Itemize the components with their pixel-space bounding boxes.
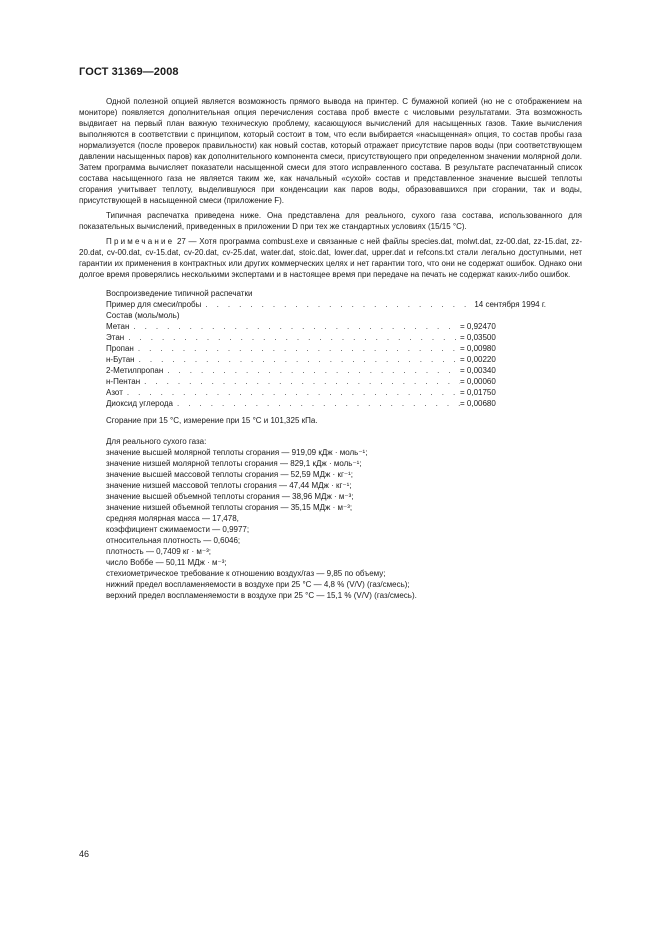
component-row <box>106 343 518 354</box>
sample-label: Пример для смеси/пробы <box>106 300 202 309</box>
component-row <box>106 376 518 387</box>
dot-leader <box>135 354 460 365</box>
dot-leader <box>163 365 460 376</box>
dot-leader <box>123 387 460 398</box>
component-name: Этан <box>106 333 125 342</box>
dot-leader <box>134 343 460 354</box>
component-name: Метан <box>106 322 130 331</box>
result-line: значение высшей объемной теплоты сгорания — 38,96 МДж · м⁻³; <box>106 492 354 501</box>
component-name: 2-Метилпропан <box>106 366 164 375</box>
result-line: плотность — 0,7409 кг · м⁻³; <box>106 547 211 556</box>
printout-block <box>79 288 582 601</box>
result-line: число Воббе — 50,11 МДж · м⁻³; <box>106 558 227 567</box>
component-name: Диоксид углерода <box>106 399 173 408</box>
component-value: = 0,01750 <box>460 388 496 397</box>
paragraph-typical-printout: Типичная распечатка приведена ниже. Она представлена для реального, сухого газа состава, использованного для показательных вычислений, приведенных в приложении D при тех же стандартных условиях (15/15 °С). <box>79 211 582 231</box>
component-row <box>106 321 518 332</box>
component-row <box>106 365 518 376</box>
component-value: = 0,00680 <box>460 399 496 408</box>
page-number: 46 <box>79 849 90 859</box>
printout-title: Воспроизведение типичной распечатки <box>106 289 253 298</box>
note-27 <box>79 236 582 280</box>
component-value: = 0,00060 <box>460 377 496 386</box>
result-line: коэффициент сжимаемости — 0,9977; <box>106 525 250 534</box>
component-row <box>106 332 518 343</box>
document-body <box>79 96 582 601</box>
component-value: = 0,92470 <box>460 322 496 331</box>
result-line: средняя молярная масса — 17,478, <box>106 514 239 523</box>
component-name: н-Пентан <box>106 377 141 386</box>
result-line: значение низшей объемной теплоты сгорания — 35,15 МДж · м⁻³; <box>106 503 353 512</box>
dot-leader <box>201 299 474 310</box>
component-name: Азот <box>106 388 123 397</box>
component-name: н-Бутан <box>106 355 135 364</box>
dot-leader <box>140 376 460 387</box>
note-label: Примечание <box>106 237 175 246</box>
result-line: верхний предел воспламеняемости в воздухе при 25 °С — 15,1 % (V/V) (газ/смесь). <box>106 591 417 600</box>
sample-row <box>106 299 546 310</box>
component-name: Пропан <box>106 344 134 353</box>
component-value: = 0,00980 <box>460 344 496 353</box>
component-row <box>106 354 518 365</box>
result-line: стехиометрическое требование к отношению воздух/газ — 9,85 по объему; <box>106 569 386 578</box>
result-line: значение высшей молярной теплоты сгорания — 919,09 кДж · моль⁻¹; <box>106 448 368 457</box>
dot-leader <box>129 321 460 332</box>
results-heading: Для реального сухого газа: <box>106 437 207 446</box>
result-line: нижний предел воспламеняемости в воздухе при 25 °С — 4,8 % (V/V) (газ/смесь); <box>106 580 410 589</box>
page-header-standard: ГОСТ 31369—2008 <box>79 66 179 78</box>
combustion-conditions: Сгорание при 15 °С, измерение при 15 °С и 101,325 кПа. <box>106 416 318 425</box>
sample-date: 14 сентября 1994 г. <box>474 300 546 309</box>
component-value: = 0,00220 <box>460 355 496 364</box>
paragraph-printer-option: Одной полезной опцией является возможность прямого вывода на принтер. С бумажной копией (но не с отображением на мониторе) появляется дополнительная опция перечисления состава проб вместе с числовыми результатами. Эта возможность выдвигает на первый план важную техническую проблему, касающуюся вычислений для насыщенных газов. Такие вычисления выполняются в соответствии с принципом, который состоит в том, что если выбирается «насыщенная» опция, то состав пробы газа нормализуется (после проверок правильности) как новый состав, который отражает присутствие паров воды (при соответствующем давлении насыщенных паров) как дополнительного компонента смеси, присутствующего при определенном значении молярной доли. Затем программа вычисляет показатели насыщенной смеси для этого исправленного состава. В результате распечатанный список состава насыщенного газа не является таким же, как начальный «сухой» состав и представленное значение высшей теплоты сгорания учитывает теплоту, выделившуюся при конденсации как паров воды, образовавшихся при сгорании, так и воды, присутствующей в насыщенной смеси (приложение F). <box>79 97 582 205</box>
component-value: = 0,00340 <box>460 366 496 375</box>
component-value: = 0,03500 <box>460 333 496 342</box>
dot-leader <box>124 332 460 343</box>
component-row <box>106 387 518 398</box>
dot-leader <box>173 398 460 409</box>
result-line: значение низшей молярной теплоты сгорания — 829,1 кДж · моль⁻¹; <box>106 459 362 468</box>
result-line: значение низшей массовой теплоты сгорания — 47,44 МДж · кг⁻¹; <box>106 481 352 490</box>
note-text: 27 — Хотя программа combust.exe и связанные с ней файлы species.dat, molwt.dat, zz-00.dat, zz-15.dat, zz-20.dat, cv-00.dat, cv-15.dat, cv-20.dat, cv-25.dat, water.dat, stoic.dat, lower.dat, upper.dat и refcons.txt стали легально доступными, нет гарантии их применения в контрактных или других коммерческих целях и нет гарантии того, что они не содержат ошибок. Однако они долгое время проверялись несколькими экспертами и в настоящее время при передаче на печать не содержат каких-либо ошибок. <box>79 237 582 279</box>
result-line: относительная плотность — 0,6046; <box>106 536 241 545</box>
component-row <box>106 398 518 409</box>
result-line: значение высшей массовой теплоты сгорания — 52,59 МДж · кг⁻¹; <box>106 470 353 479</box>
composition-heading: Состав (моль/моль) <box>106 311 180 320</box>
